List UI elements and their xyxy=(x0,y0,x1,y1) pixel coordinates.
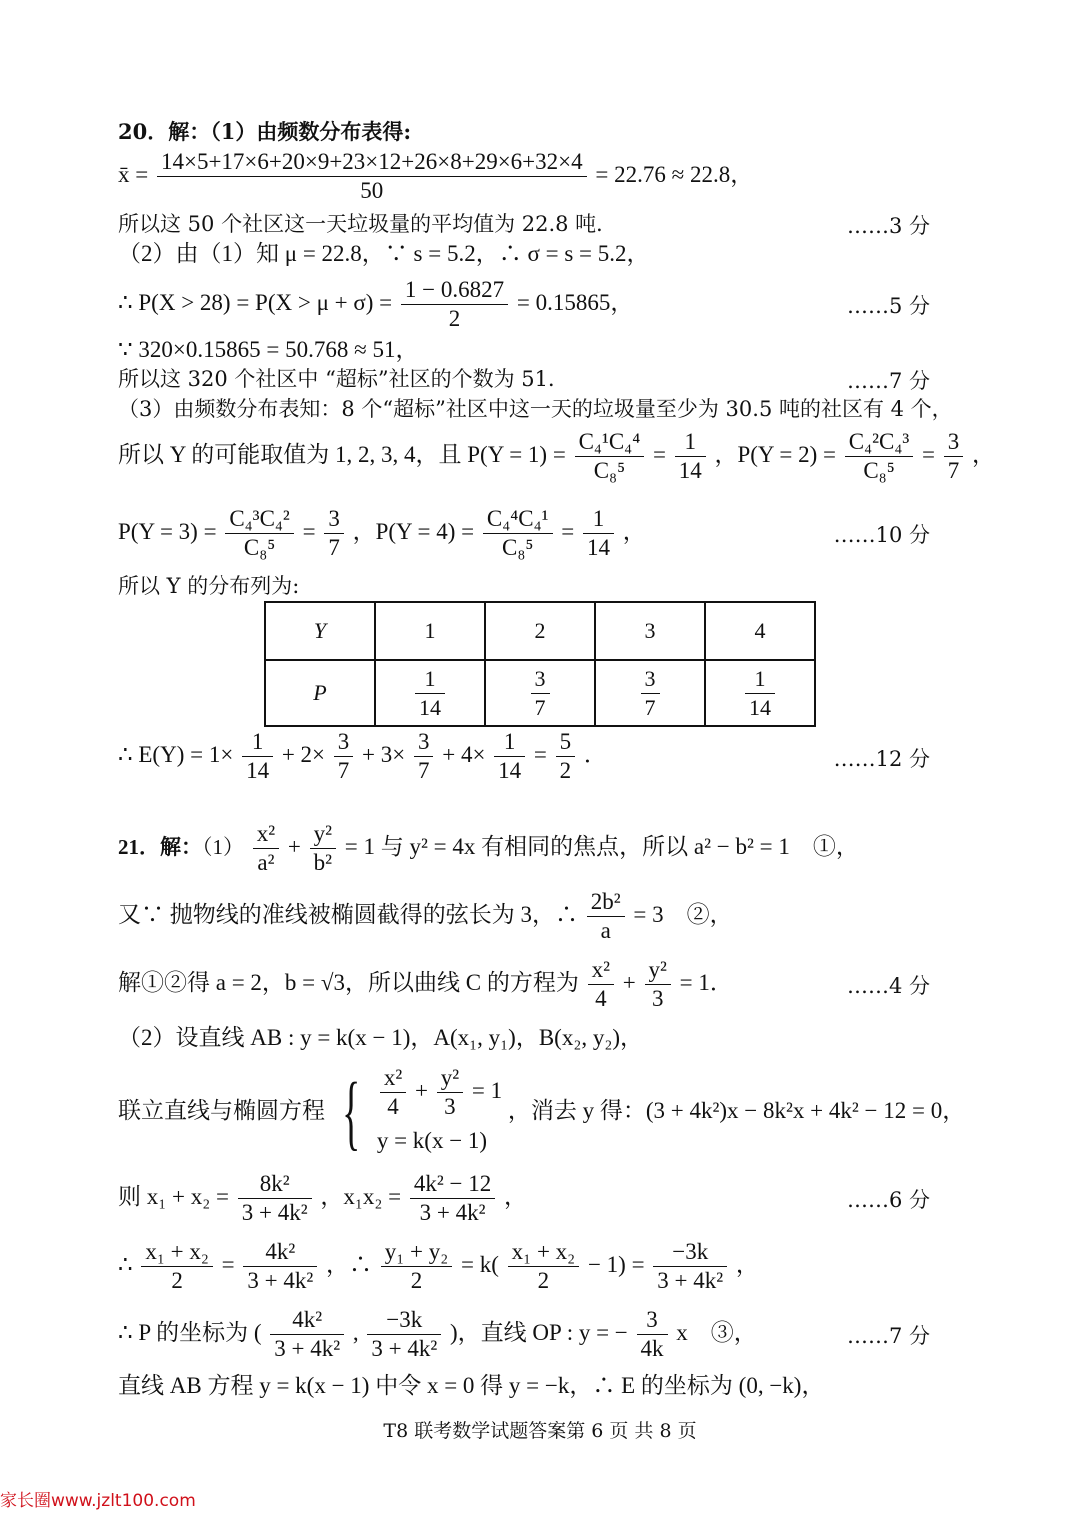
table-row: P $\frac{1}{14}$ $\frac{3}{7}$ $\frac{3}{7}$ $\frac{1}{14}$ xyxy=(265,660,815,726)
score-6: ……6 分 xyxy=(846,1188,930,1212)
q20-mean-formula: x̄ = $\frac{14\times 5+17\times 6+20\times 9+23\times 12+26\times 8+29\times 6+32\times 4}{50}$ = 22.76 ≈ 22.8， xyxy=(118,149,754,203)
q21-line7: ∴ $\frac{\text{x₁ + x₂}}{2}$ = $\frac{\text{4k²}}{\text{3 + 4k²}}$ ，∴ $\frac{\text{y₁ + y₂}}{2}$ = k( $\frac{\text{x₁ + x₂}}{2}$ − 1) = $\frac{-3k}{\text{3 + 4k²}}$ ， xyxy=(118,1239,759,1293)
q21-line5: 联立直线与椭圆方程 { $\frac{\text{x²}}{4}$ + $\frac{\text{y²}}{3}$ = 1 y = k(x − 1) ，消去 y 得：(3 + 4k²)x − 8k²x + 4k² − 12 = 0， xyxy=(118,1064,1020,1161)
score-12: ……12 分 xyxy=(833,747,930,771)
q20-line4: （2）由（1）知 μ = 22.8，∵ s = 5.2，∴ σ = s = 5.2， xyxy=(118,241,650,266)
q20-heading xyxy=(118,118,1020,146)
q20-line11: 所以 Y 的分布列为: xyxy=(118,574,300,598)
q20-line6: ∵ 320×0.15865 = 50.768 ≈ 51， xyxy=(118,337,419,362)
score-3: ……3 分 xyxy=(846,214,930,238)
score-5: ……5 分 xyxy=(846,294,930,318)
equation-system: $\frac{\text{x²}}{4}$ + $\frac{\text{y²}}{3}$ = 1 y = k(x − 1) xyxy=(376,1065,503,1153)
q21-line1: 21．解：（1） $\frac{\text{x²}}{\text{a²}}$ + $\frac{\text{y²}}{\text{b²}}$ = 1 与 y² = 4x 有相同的焦点，所以 a² − b² = 1 ①， xyxy=(118,821,859,875)
page-footer: T8 联考数学试题答案第 6 页 共 8 页 xyxy=(383,1420,697,1442)
q20-head: 20．解：（1）由频数分布表得: xyxy=(118,119,412,144)
q21-line8: ∴ P 的坐标为 ( $\frac{\text{4k²}}{\text{3 + 4k²}}$ , $\frac{-3k}{\text{3 + 4k²}}$ )，直线 OP : y = − $\frac{3}{4k}$ x ③， xyxy=(118,1307,757,1361)
score-10: ……10 分 xyxy=(833,523,930,547)
q20-line3: 所以这 50 个社区这一天垃圾量的平均值为 22.8 吨． xyxy=(118,212,618,236)
q21-line2: 又∵ 抛物线的准线被椭圆截得的弦长为 3，∴ $\frac{\text{2b²}}{a}$ = 3 ②， xyxy=(118,889,733,943)
score-7: ……7 分 xyxy=(846,369,930,393)
q20-line5: ∴ P(X > 28) = P(X > μ + σ) = $\frac{1 - 0.6827}{2}$ = 0.15865， xyxy=(118,277,634,331)
q21-line6: 则 x₁ + x₂ = $\frac{\text{8k²}}{\text{3 + 4k²}}$ ，x₁x₂ = $\frac{\text{4k² − 12}}{\text{3 + 4k²}}$ ， xyxy=(118,1171,527,1225)
q20-line8: （3）由频数分布表知：8 个“超标”社区中这一天的垃圾量至少为 30.5 吨的社区有 4 个， xyxy=(118,397,953,421)
distribution-table xyxy=(264,601,816,727)
q21-line9: 直线 AB 方程 y = k(x − 1) 中令 x = 0 得 y = −k，∴ E 的坐标为 (0, −k)， xyxy=(118,1373,825,1398)
table-row: Y 1 2 3 4 xyxy=(265,602,815,660)
watermark: 家长圈www.jzlt100.com xyxy=(0,1491,196,1511)
brace-icon: { xyxy=(341,1065,360,1159)
score-4: ……4 分 xyxy=(846,974,930,998)
score-7b: ……7 分 xyxy=(846,1324,930,1348)
q20-expectation: ∴ E(Y) = 1× $\frac{1}{14}$ + 2× $\frac{3}{7}$ + 3× $\frac{3}{7}$ + 4× $\frac{1}{14}$ = $\frac{5}{2}$ ． xyxy=(118,729,607,783)
q20-line9: 所以 Y 的可能取值为 1, 2, 3, 4，且 P(Y = 1) = $\frac{\text{C₄¹C₄⁴}}{\text{C₈⁵}}$ = $\frac{1}{14}$ ，P(Y = 2) = $\frac{\text{C₄²C₄³}}{\text{C₈⁵}}$ = $\frac{3}{7}$ ， xyxy=(118,429,996,483)
mean-fraction: $\frac{14\times 5+17\times 6+20\times 9+23\times 12+26\times 8+29\times 6+32\times 4}{50}$ xyxy=(157,148,587,205)
q20-line7: 所以这 320 个社区中 “超标”社区的个数为 51． xyxy=(118,367,569,391)
q21-line3: 解①②得 a = 2，b = √3，所以曲线 C 的方程为 $\frac{\text{x²}}{4}$ + $\frac{\text{y²}}{3}$ = 1． xyxy=(118,957,733,1011)
q21-line4: （2）设直线 AB : y = k(x − 1)，A(x₁, y₁)，B(x₂, y₂)， xyxy=(118,1025,644,1050)
q20-line10: P(Y = 3) = $\frac{\text{C₄³C₄²}}{\text{C₈⁵}}$ = $\frac{3}{7}$ ，P(Y = 4) = $\frac{\text{C₄⁴C₄¹}}{\text{C₈⁵}}$ = $\frac{1}{14}$ ， xyxy=(118,506,646,560)
